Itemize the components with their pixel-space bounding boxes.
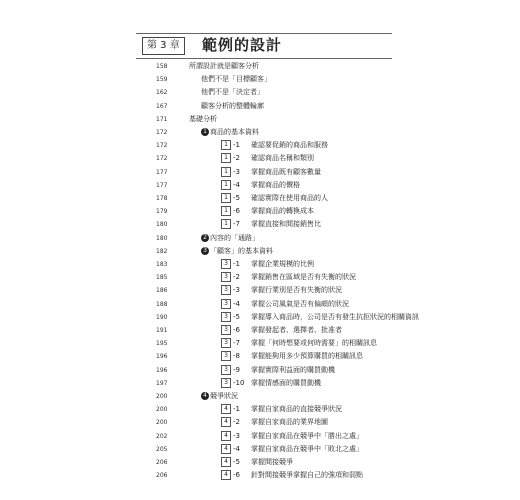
- toc-row: [0, 152, 520, 165]
- toc-page-number: 171: [156, 115, 168, 123]
- section-number-box: 1: [221, 193, 231, 203]
- subsection-number: -1: [233, 405, 240, 414]
- toc-row: [0, 430, 520, 443]
- section-number-circle: 1: [201, 128, 209, 136]
- toc-row: [0, 218, 520, 231]
- toc-entry: [221, 337, 377, 350]
- section-number-box: 3: [221, 378, 231, 388]
- subsection-number: -3: [233, 286, 240, 295]
- toc-entry: [201, 126, 259, 139]
- toc-entry: [221, 258, 314, 271]
- toc-entry-text: 掌握發起者、選擇者、批准者: [251, 326, 342, 334]
- section-number-box: 3: [221, 351, 231, 361]
- toc-entry: [221, 205, 314, 218]
- section-number-box: 1: [221, 153, 231, 163]
- subsection-number: -4: [233, 180, 240, 189]
- toc-row: [0, 205, 520, 218]
- subsection-number: -6: [233, 471, 240, 480]
- toc-entry-text: 競爭狀況: [210, 392, 238, 400]
- toc-page-number: 195: [156, 340, 168, 348]
- section-number-box: 1: [221, 180, 231, 190]
- toc-entry: [201, 245, 273, 258]
- section-number-box: 3: [221, 299, 231, 309]
- toc-entry: [221, 469, 363, 482]
- toc-row: [0, 258, 520, 271]
- subsection-number: -4: [233, 444, 240, 453]
- toc-entry-text: 掌握實際利益面的購買動機: [251, 365, 335, 374]
- chapter-number-label: 第 3 章: [142, 37, 185, 55]
- toc-page-number: 188: [156, 300, 168, 308]
- section-number-box: 4: [221, 457, 231, 467]
- toc-page-number: 196: [156, 366, 168, 374]
- toc-entry: [221, 298, 349, 311]
- toc-entry-text: 掌握「何時想要或何時需要」的相關訊息: [251, 339, 377, 348]
- chapter-header: [136, 33, 392, 59]
- toc-page-number: 206: [156, 472, 168, 480]
- section-number-box: 4: [221, 470, 231, 480]
- toc-page-number: 172: [156, 155, 168, 163]
- section-number-box: 1: [221, 206, 231, 216]
- section-number-box: 4: [221, 431, 231, 441]
- toc-page-number: 197: [156, 379, 168, 387]
- toc-page-number: 177: [156, 168, 168, 176]
- subsection-number: -6: [233, 326, 240, 334]
- toc-row: [0, 86, 520, 99]
- toc-row: [0, 456, 520, 469]
- toc-page-number: 202: [156, 432, 168, 440]
- chapter-title: 範例的設計: [202, 36, 283, 54]
- subsection-number: -3: [233, 431, 240, 440]
- section-number-box: 4: [221, 404, 231, 414]
- toc-entry: [221, 350, 363, 363]
- subsection-number: -10: [233, 378, 245, 387]
- toc-entry: [221, 416, 328, 429]
- toc-entry-text: 確認實際在使用商品的人: [251, 194, 328, 202]
- toc-entry-text: 掌握企業規模的比例: [251, 260, 314, 268]
- toc-row: [0, 192, 520, 205]
- toc-page-number: 183: [156, 261, 168, 268]
- toc-entry-text: 掌握直接和間接銷售比: [251, 220, 321, 229]
- toc-entry-text: 掌握導入商品時，公司是否有發生抗拒狀況的相關資訊: [251, 312, 419, 321]
- toc-row: [0, 113, 520, 126]
- toc-page-number: 177: [156, 181, 168, 189]
- toc-entry-text: 確認要促銷的商品和服務: [251, 141, 328, 150]
- toc-row: [0, 364, 520, 377]
- toc-entry-text: 掌握自家商品的直接競爭狀況: [251, 405, 342, 414]
- toc-entry-text: 掌握情感面的購買動機: [251, 378, 321, 387]
- toc-page-number: 158: [156, 63, 168, 70]
- toc-page-number: 159: [156, 76, 168, 84]
- toc-page-number: 180: [156, 234, 168, 242]
- toc-page-number: 180: [156, 221, 168, 229]
- section-number-box: 3: [221, 312, 231, 322]
- toc-entry-text: 掌握公司風氣是否有偏頗的狀況: [251, 299, 349, 308]
- toc-page-number: 205: [156, 445, 168, 453]
- subsection-number: -8: [233, 352, 240, 361]
- section-number-box: 3: [221, 272, 231, 282]
- toc-page-number: 206: [156, 459, 168, 466]
- subsection-number: -7: [233, 220, 240, 229]
- toc-entry-text: 確認商品名稱和類別: [251, 154, 314, 163]
- toc-entry: 他們不是「目標顧客」: [201, 75, 271, 84]
- toc-entry: [201, 390, 238, 403]
- toc-row: [0, 139, 520, 152]
- section-number-box: 1: [221, 140, 231, 150]
- subsection-number: -2: [233, 273, 240, 282]
- toc-entry-text: 掌握銷售在區域是否有失衡的狀況: [251, 273, 356, 282]
- toc-entry: 基礎分析: [189, 114, 217, 123]
- section-number-box: 1: [221, 219, 231, 229]
- toc-entry-text: 商品的基本資料: [210, 128, 259, 136]
- toc-page-number: 179: [156, 208, 168, 216]
- toc-row: [0, 377, 520, 390]
- section-number-box: 3: [221, 365, 231, 375]
- toc-page-number: 162: [156, 89, 168, 97]
- toc-page-number: 172: [156, 129, 168, 136]
- toc-page-number: 172: [156, 142, 168, 150]
- toc-row: [0, 166, 520, 179]
- section-number-circle: 3: [201, 247, 209, 255]
- toc-entry: [221, 179, 300, 192]
- subsection-number: -5: [233, 458, 240, 466]
- toc-entry: [221, 284, 342, 297]
- toc-page-number: 200: [156, 419, 168, 427]
- toc-row: [0, 271, 520, 284]
- toc-page-number: 178: [156, 195, 168, 202]
- toc-entry: [221, 377, 321, 390]
- toc-entry: 顧客分析的整體輪廓: [201, 101, 264, 110]
- subsection-number: -5: [233, 194, 240, 202]
- toc-entry-text: 掌握能夠用多少預算購買的相關訊息: [251, 352, 363, 361]
- toc-entry: [221, 364, 335, 377]
- toc-entry: [201, 232, 259, 245]
- toc-entry-text: 針對間接競爭掌握自己的強項和弱點: [251, 471, 363, 480]
- toc-page-number: 190: [156, 313, 168, 321]
- toc-row: [0, 403, 520, 416]
- toc-entry: [221, 430, 363, 443]
- toc-entry: [221, 456, 293, 469]
- toc-page-number: 200: [156, 406, 168, 414]
- section-number-box: 3: [221, 285, 231, 295]
- section-number-box: 3: [221, 325, 231, 335]
- toc-entry-text: 掌握行業別是否有失衡的狀況: [251, 286, 342, 295]
- toc-entry: [221, 311, 419, 324]
- toc-entry-text: 掌握商品既有顧客數量: [251, 167, 321, 176]
- toc-row: [0, 126, 520, 139]
- toc-row: [0, 416, 520, 429]
- subsection-number: -3: [233, 167, 240, 176]
- toc-row: [0, 232, 520, 245]
- toc-row: [0, 469, 520, 482]
- toc-entry-text: 掌握自家商品在競爭中「敗北之處」: [251, 444, 363, 453]
- toc-row: [0, 350, 520, 363]
- subsection-number: -1: [233, 260, 240, 268]
- toc-page-number: 191: [156, 327, 168, 334]
- toc-row: [0, 298, 520, 311]
- toc-row: [0, 245, 520, 258]
- toc-entry-text: 內容的「通路」: [210, 233, 259, 242]
- toc-entry: [221, 403, 342, 416]
- toc-row: [0, 324, 520, 337]
- toc-row: [0, 73, 520, 86]
- section-number-box: 4: [221, 444, 231, 454]
- toc-entry: 他們不是「決定者」: [201, 88, 264, 97]
- toc-entry: [221, 218, 321, 231]
- subsection-number: -6: [233, 207, 240, 216]
- toc-entry-text: 掌握商品的轉換成本: [251, 207, 314, 216]
- subsection-number: -1: [233, 141, 240, 150]
- section-number-circle: 2: [201, 234, 209, 242]
- subsection-number: -9: [233, 365, 240, 374]
- toc-entry: [221, 443, 363, 456]
- subsection-number: -2: [233, 418, 240, 427]
- toc-page-number: 182: [156, 247, 168, 255]
- section-number-box: 4: [221, 417, 231, 427]
- subsection-number: -4: [233, 299, 240, 308]
- toc-page-number: 167: [156, 102, 168, 110]
- toc-row: [0, 284, 520, 297]
- toc-row: [0, 337, 520, 350]
- toc-entry: [221, 192, 328, 205]
- toc-row: [0, 179, 520, 192]
- section-number-box: 3: [221, 259, 231, 269]
- section-number-box: 3: [221, 338, 231, 348]
- toc-row: [0, 311, 520, 324]
- toc-page-number: 196: [156, 353, 168, 361]
- toc-row: [0, 100, 520, 113]
- section-number-box: 1: [221, 167, 231, 177]
- toc-page-number: 186: [156, 287, 168, 295]
- subsection-number: -7: [233, 339, 240, 348]
- toc-row: [0, 443, 520, 456]
- toc-entry: 所謂設計就是顧客分析: [189, 62, 259, 70]
- toc-entry: [221, 324, 342, 337]
- section-number-circle: 4: [201, 392, 209, 400]
- toc-entry-text: 掌握自家商品在競爭中「勝出之處」: [251, 431, 363, 440]
- toc-entry: [221, 139, 328, 152]
- toc-row: [0, 390, 520, 403]
- toc-entry-text: 掌握自家商品的業界地圖: [251, 418, 328, 427]
- toc-page-number: 185: [156, 274, 168, 282]
- toc-entry: [221, 271, 356, 284]
- toc-entry: [221, 152, 314, 165]
- subsection-number: -5: [233, 312, 240, 321]
- subsection-number: -2: [233, 154, 240, 163]
- toc-page-number: 200: [156, 393, 168, 400]
- toc-entry-text: 「顧客」的基本資料: [210, 246, 273, 255]
- toc-entry-text: 掌握商品的價格: [251, 180, 300, 189]
- toc-entry: [221, 166, 321, 179]
- toc-row: [0, 60, 520, 73]
- toc-entry-text: 掌握間接競爭: [251, 458, 293, 466]
